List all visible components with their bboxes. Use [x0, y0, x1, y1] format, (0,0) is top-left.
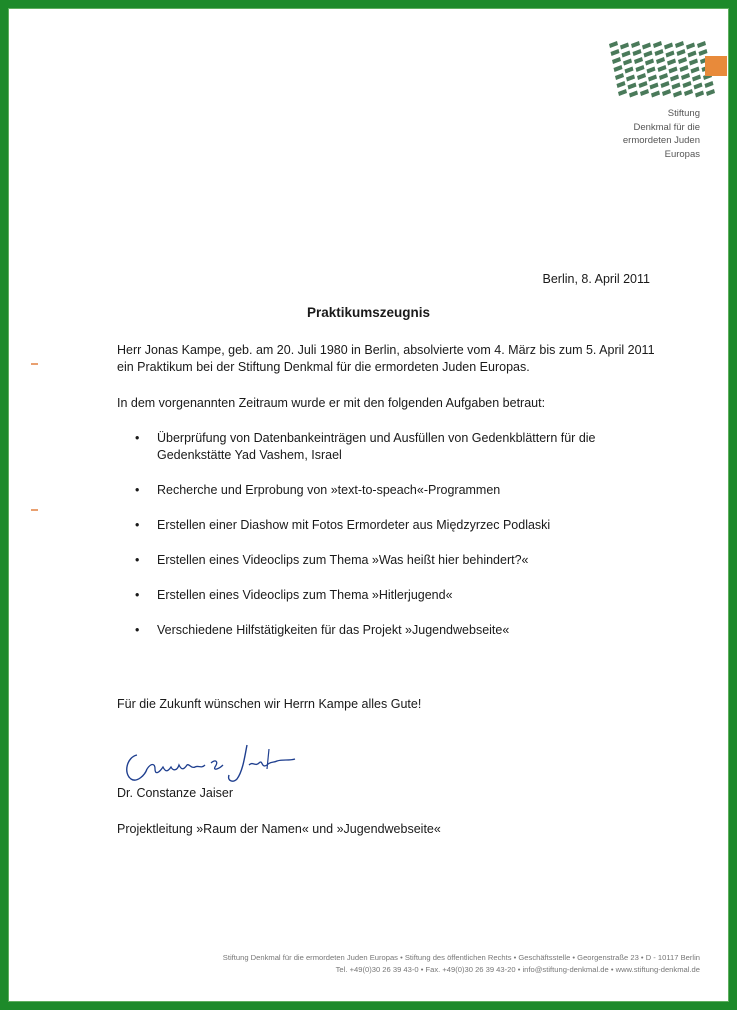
stela-shape — [664, 43, 673, 50]
bullet-icon: • — [135, 431, 140, 445]
stela-shape — [684, 89, 693, 96]
stela-shape — [626, 75, 635, 82]
stela-shape — [623, 59, 632, 66]
stela-shape — [655, 49, 664, 56]
letter-footer — [79, 952, 700, 976]
stela-shape — [639, 81, 648, 88]
task-text: Verschiedene Hilfstätigkeiten für das Projekt »Jugendwebseite« — [157, 623, 510, 637]
stela-shape — [651, 91, 660, 98]
stela-shape — [692, 75, 701, 82]
signature-image — [119, 735, 309, 787]
stela-shape — [628, 83, 637, 90]
stela-shape — [686, 43, 695, 50]
stela-shape — [661, 81, 670, 88]
stela-shape — [634, 57, 643, 64]
stela-shape — [653, 41, 662, 48]
stela-shape — [629, 91, 638, 98]
stela-shape — [670, 75, 679, 82]
stela-shape — [691, 67, 700, 74]
task-item — [117, 587, 657, 604]
task-text: Erstellen eines Videoclips zum Thema »Hitlerjugend« — [157, 588, 453, 602]
stela-shape — [611, 49, 620, 56]
stela-shape — [647, 67, 656, 74]
stela-shape — [617, 81, 626, 88]
stela-shape — [667, 59, 676, 66]
organization-name — [560, 107, 700, 161]
stela-shape — [680, 65, 689, 72]
stela-shape — [644, 51, 653, 58]
stela-shape — [681, 73, 690, 80]
foundation-logo — [609, 41, 727, 105]
task-item — [117, 622, 657, 639]
footer-contact: Tel. +49(0)30 26 39 43-0 • Fax. +49(0)30 26 39 43-20 • info@stiftung-denkmal.de • www.stiftung-denkmal.de — [335, 965, 700, 974]
stela-shape — [678, 57, 687, 64]
stela-shape — [662, 89, 671, 96]
stela-shape — [675, 41, 684, 48]
stela-shape — [656, 57, 665, 64]
stela-shape — [645, 59, 654, 66]
stela-shape — [683, 81, 692, 88]
closing-line: Für die Zukunft wünschen wir Herrn Kampe alles Gute! — [117, 697, 422, 711]
org-name-line: Stiftung — [667, 108, 700, 119]
letter-page — [8, 8, 729, 1002]
stela-shape — [636, 65, 645, 72]
stela-shape — [699, 49, 708, 56]
task-item — [117, 430, 657, 464]
task-text: Recherche und Erprobung von »text-to-speach«-Programmen — [157, 483, 501, 497]
stela-shape — [642, 43, 651, 50]
tasks-intro: In dem vorgenannten Zeitraum wurde er mit den folgenden Aufgaben betraut: — [117, 396, 546, 410]
task-item — [117, 552, 657, 569]
stela-shape — [633, 49, 642, 56]
task-item — [117, 482, 657, 499]
org-name-line: ermordeten Juden — [622, 135, 700, 146]
letter-title: Praktikumszeugnis — [306, 305, 431, 320]
task-item — [117, 517, 657, 534]
stela-shape — [688, 51, 697, 58]
stela-shape — [666, 51, 675, 58]
stela-shape — [622, 51, 631, 58]
stela-shape — [705, 81, 714, 88]
stela-shape — [615, 73, 624, 80]
stela-shape — [658, 65, 667, 72]
stela-shape — [659, 73, 668, 80]
punch-mark — [31, 363, 38, 365]
stela-shape — [637, 73, 646, 80]
punch-mark — [31, 509, 38, 511]
stela-shape — [648, 75, 657, 82]
stela-shape — [694, 83, 703, 90]
bullet-icon: • — [135, 588, 140, 602]
stela-shape — [625, 67, 634, 74]
stela-shape — [618, 89, 627, 96]
task-text: Überprüfung von Datenbankeinträgen und Ausfüllen von Gedenkblättern für die Gedenkstätte Yad Vashem, Israel — [157, 431, 596, 462]
stela-shape — [706, 89, 715, 96]
stela-shape — [689, 59, 698, 66]
bullet-icon: • — [135, 623, 140, 637]
stela-shape — [620, 43, 629, 50]
bullet-icon: • — [135, 483, 140, 497]
stela-shape — [677, 49, 686, 56]
stela-shape — [609, 41, 618, 48]
signer-role: Projektleitung »Raum der Namen« und »Jugendwebseite« — [117, 822, 441, 836]
bullet-icon: • — [135, 518, 140, 532]
stela-shape — [673, 91, 682, 98]
task-list — [117, 430, 657, 639]
stela-shape — [672, 83, 681, 90]
stela-shape — [640, 89, 649, 96]
signer-name: Dr. Constanze Jaiser — [117, 786, 234, 800]
footer-address: Stiftung Denkmal für die ermordeten Juden Europas • Stiftung des öffentlichen Rechts • Geschäftsstelle • Georgenstraße 23 • D - 10117 Berlin — [222, 953, 700, 962]
intro-paragraph: Herr Jonas Kampe, geb. am 20. Juli 1980 in Berlin, absolvierte vom 4. März bis zum 5. April 2011 ein Praktikum bei der Stiftung Denkmal für die ermordeten Juden Europas. — [117, 343, 655, 374]
stela-shape — [612, 57, 621, 64]
stela-shape — [669, 67, 678, 74]
stela-shape — [695, 91, 704, 98]
stela-shape — [650, 83, 659, 90]
stela-shape — [697, 41, 706, 48]
stela-shape — [614, 65, 623, 72]
letter-date: Berlin, 8. April 2011 — [542, 272, 650, 286]
stela-shape — [631, 41, 640, 48]
task-text: Erstellen einer Diashow mit Fotos Ermordeter aus Międzyrzec Podlaski — [157, 518, 551, 532]
task-text: Erstellen eines Videoclips zum Thema »Was heißt hier behindert?« — [157, 553, 529, 567]
bullet-icon: • — [135, 553, 140, 567]
org-name-line: Denkmal für die — [633, 121, 700, 133]
org-name-line: Europas — [664, 148, 700, 160]
